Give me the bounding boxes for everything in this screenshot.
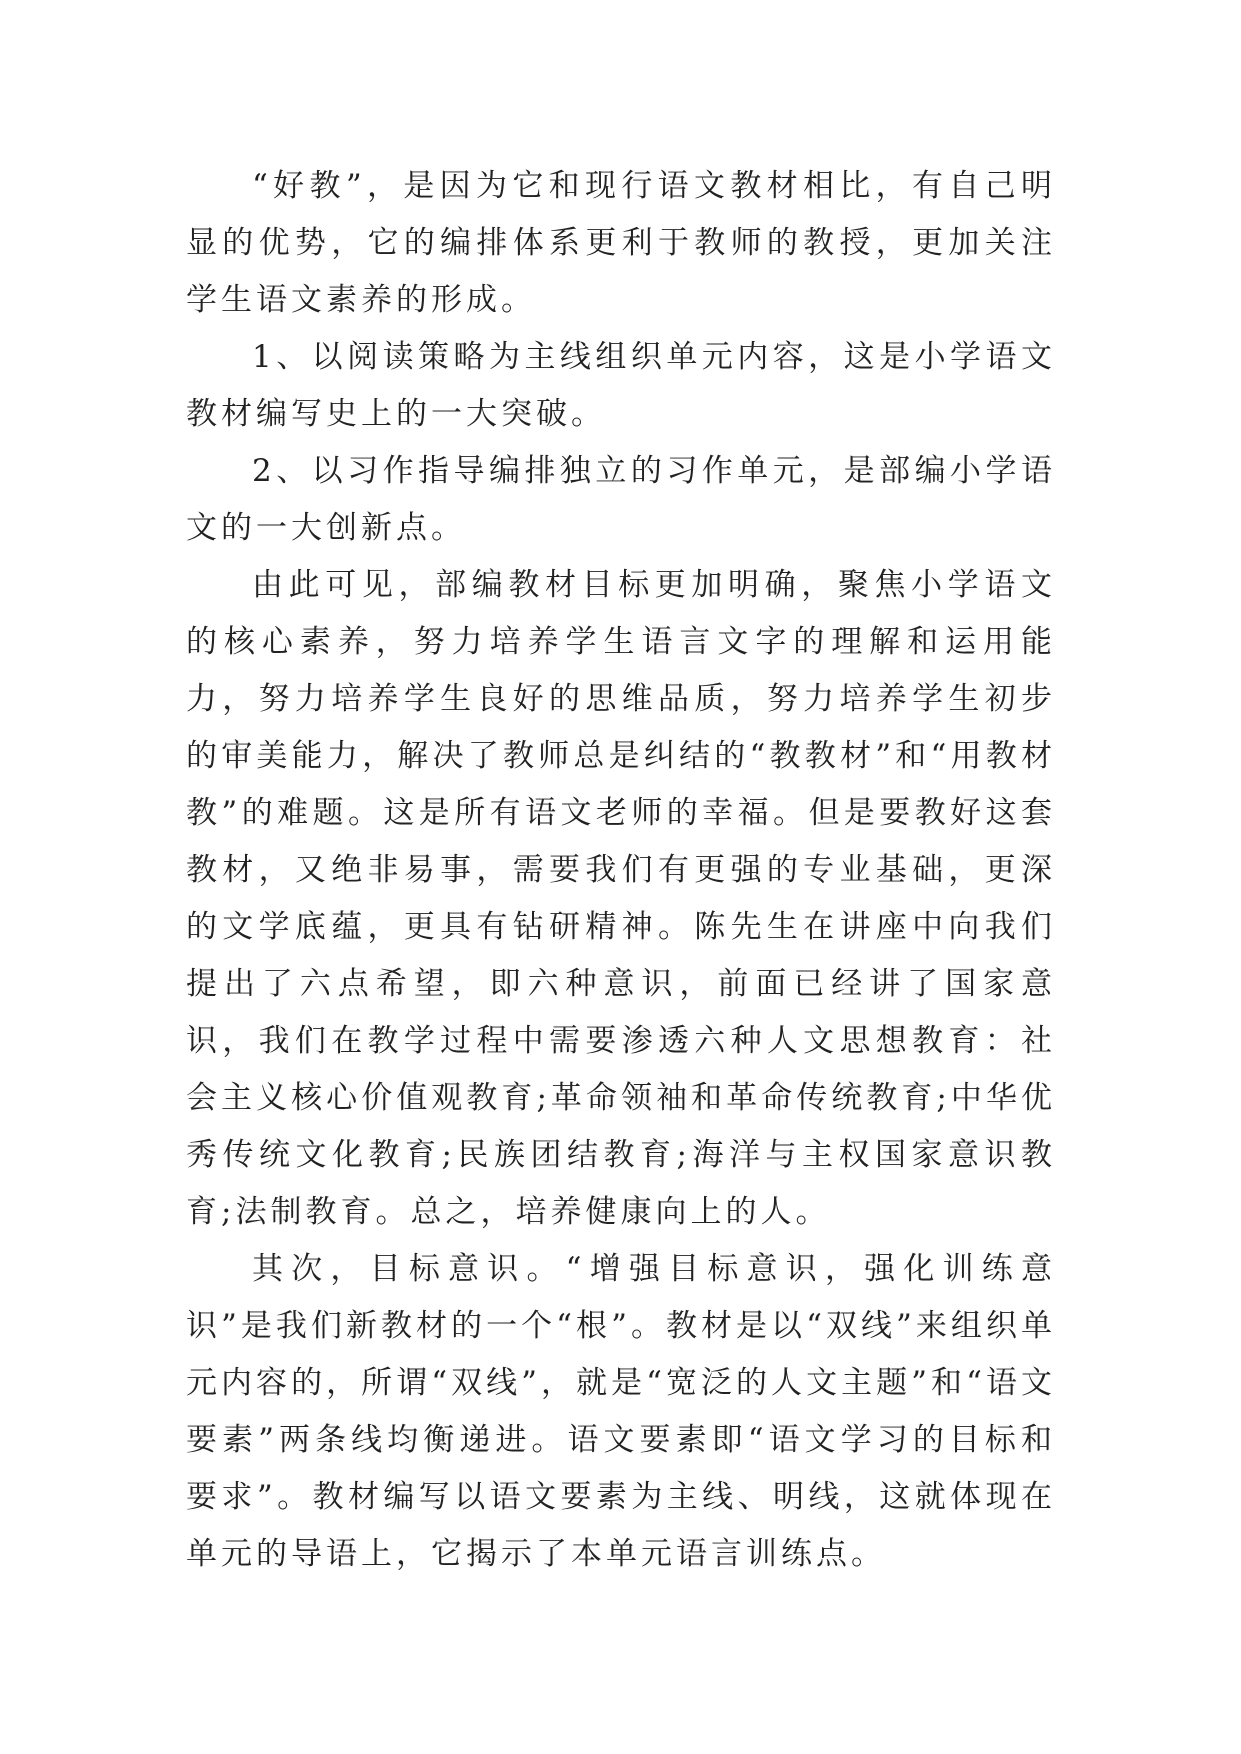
paragraph-conclusion: 由此可见，部编教材目标更加明确，聚焦小学语文的核心素养，努力培养学生语言文字的理解和运用能力，努力培养学生良好的思维品质，努力培养学生初步的审美能力，解决了教师总是纠结的“教教材”和“用教材教”的难题。这是所有语文老师的幸福。但是要教好这套教材，又绝非易事，需要我们有更强的专业基础，更深的文学底蕴，更具有钻研精神。陈先生在讲座中向我们提出了六点希望，即六种意识，前面已经讲了国家意识，我们在教学过程中需要渗透六种人文思想教育：社会主义核心价值观教育;革命领袖和革命传统教育;中华优秀传统文化教育;民族团结教育;海洋与主权国家意识教育;法制教育。总之，培养健康向上的人。 (186, 567, 1056, 1230)
paragraph-point-1: 1、以阅读策略为主线组织单元内容，这是小学语文教材编写史上的一大突破。 (186, 339, 1056, 432)
paragraph-goal-awareness: 其次，目标意识。“增强目标意识，强化训练意识”是我们新教材的一个“根”。教材是以“双线”来组织单元内容的，所谓“双线”，就是“宽泛的人文主题”和“语文要素”两条线均衡递进。语文要素即“语文学习的目标和要求”。教材编写以语文要素为主线、明线，这就体现在单元的导语上，它揭示了本单元语言训练点。 (186, 1251, 1056, 1572)
paragraph-haojiao: “好教”，是因为它和现行语文教材相比，有自己明显的优势，它的编排体系更利于教师的教授，更加关注学生语文素养的形成。 (186, 168, 1056, 318)
document-body (186, 158, 1056, 1583)
paragraph-point-2: 2、以习作指导编排独立的习作单元，是部编小学语文的一大创新点。 (186, 453, 1056, 546)
